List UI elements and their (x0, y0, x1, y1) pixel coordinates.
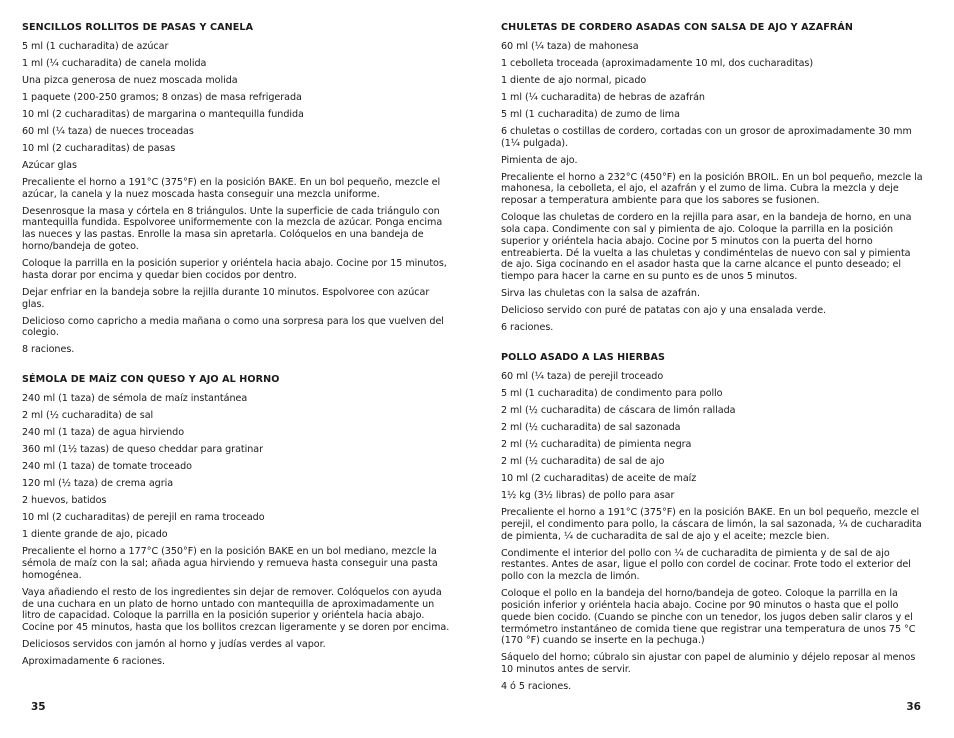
recipe-cinnamon-raisin-rolls (22, 0, 454, 356)
recipe-line: Aproximadamente 6 raciones. (22, 656, 166, 668)
recipe-line: Dejar enfriar en la bandeja sobre la rejilla durante 10 minutos. Espolvoree con azúcar glas. (22, 286, 430, 310)
recipe-line: 240 ml (1 taza) de sémola de maíz instantánea (22, 393, 248, 405)
recipe-line: Precaliente el horno a 191°C (375°F) en la posición BAKE. En un bol pequeño, mezcle el azúcar, la canela y la nuez moscada hasta conseguir una mezcla uniforme. (22, 176, 441, 200)
right-page (501, 0, 925, 738)
recipe-lamb-chops (501, 0, 925, 334)
recipe-title: SENCILLOS ROLLITOS DE PASAS Y CANELA (22, 22, 254, 33)
recipe-line: Azúcar glas (22, 159, 77, 171)
recipe-line: 2 ml (½ cucharadita) de sal (22, 410, 154, 422)
recipe-title: CHULETAS DE CORDERO ASADAS CON SALSA DE AJO Y AZAFRÁN (501, 22, 854, 33)
recipe-line: Desenrosque la masa y córtela en 8 triángulos. Unte la superficie de cada triángulo con mantequilla fundida. Espolvoree uniformemente con la mezcla de azúcar. Ponga encima las nueces y las pastas. Enrolle la masa sin apretarla. Colóquelos en una bandeja de horno/bandeja de goteo. (22, 205, 443, 253)
recipe-line: Precaliente el horno a 232°C (450°F) en la posición BROIL. En un bol pequeño, mezcle la mahonesa, la cebolleta, el ajo, el azafrán y el zumo de lima. Cubra la mezcla y deje reposar a temperatura ambiente para que los sabores se fusionen. (501, 171, 923, 207)
recipe-line: Precaliente el horno a 191°C (375°F) en la posición BAKE. En un bol pequeño, mezcle el perejil, el condimento para pollo, la cáscara de limón, la sal sazonada, ¼ de cucharadita de pimienta, ¼ de cucharadita de sal de ajo y el aceite; mezcle bien. (501, 507, 922, 542)
recipe-line: 240 ml (1 taza) de tomate troceado (22, 461, 192, 473)
recipe-line: Sirva las chuletas con la salsa de azafrán. (501, 288, 700, 300)
recipe-line: 60 ml (¼ taza) de mahonesa (501, 41, 639, 52)
recipe-line: Coloque las chuletas de cordero en la rejilla para asar, en la bandeja de horno, en una sola capa. Condimente con sal y pimienta de ajo. Coloque la parrilla en la posición superior y oriéntela hacia abajo. Cocine por 5 minutos con la puerta del horno entreabierta. Dé la vuelta a las chuletas y condiméntelas de nuevo con sal y pimienta de ajo. Siga cocinando en el asador hasta que la carne alcance el punto deseado; el tiempo para hacer la carne en su punto es de unos 5 minutos. (501, 212, 912, 283)
page-number: 35 (31, 701, 46, 713)
recipe-line: Condimente el interior del pollo con ¼ de cucharadita de pimienta y de sal de ajo restantes. Antes de asar, ligue el pollo con cordel de cocinar. Frote todo el exterior del pollo con la mezcla de limón. (501, 547, 911, 583)
page-number: 36 (906, 701, 921, 713)
recipe-line: 10 ml (2 cucharaditas) de margarina o mantequilla fundida (22, 108, 304, 120)
recipe-line: 2 ml (½ cucharadita) de sal sazonada (501, 422, 681, 434)
recipe-line: 2 ml (½ cucharadita) de pimienta negra (501, 439, 692, 451)
recipe-line: 8 raciones. (22, 344, 75, 356)
recipe-line: Coloque el pollo en la bandeja del horno/bandeja de goteo. Coloque la parrilla en la posición inferior y oriéntela hacia abajo. Cocine por 90 minutos o hasta que el pollo quede bien cocido. (Cuando se pinche con un tenedor, los jugos deben salir claros y el termómetro instantáneo de comida tiene que registrar una temperatura de unos 75 °C (170 °F) cuando se inserte en la pechuga.) (501, 588, 916, 647)
recipe-line: 120 ml (½ taza) de crema agria (22, 478, 174, 490)
recipe-line: Pimienta de ajo. (501, 154, 578, 166)
recipe-line: Delicioso como capricho a media mañana o como una sorpresa para los que vuelven del colegio. (22, 315, 444, 339)
recipe-line: 1 diente de ajo normal, picado (501, 74, 647, 86)
recipe-line: 1 cebolleta troceada (aproximadamente 10 ml, dos cucharaditas) (501, 57, 814, 69)
recipe-line: 1 diente grande de ajo, picado (22, 529, 168, 541)
recipe-line: 4 ó 5 raciones. (501, 681, 572, 693)
recipe-title: POLLO ASADO A LAS HIERBAS (501, 352, 666, 364)
recipe-line: 240 ml (1 taza) de agua hirviendo (22, 427, 185, 439)
recipe-line: 10 ml (2 cucharaditas) de aceite de maíz (501, 473, 697, 485)
recipe-herb-roast-chicken (501, 339, 925, 693)
recipe-line: 2 ml (½ cucharadita) de cáscara de limón rallada (501, 405, 736, 417)
recipe-line: 6 chuletas o costillas de cordero, cortadas con un grosor de aproximadamente 30 mm (1¼ pulgada). (501, 125, 912, 149)
recipe-line: 5 ml (1 cucharadita) de zumo de lima (501, 108, 680, 120)
recipe-line: Delicioso servido con puré de patatas con ajo y una ensalada verde. (501, 305, 827, 317)
recipe-line: 360 ml (1½ tazas) de queso cheddar para gratinar (22, 444, 263, 456)
recipe-line: Coloque la parrilla en la posición superior y oriéntela hacia abajo. Cocine por 15 minutos, hasta dorar por encima y quedar bien cocidos por dentro. (22, 258, 447, 281)
recipe-line: Una pizca generosa de nuez moscada molida (22, 74, 238, 86)
recipe-line: Precaliente el horno a 177°C (350°F) en la posición BAKE en un bol mediano, mezcle la sémola de maíz con la sal; añada agua hirviendo y remueva hasta conseguir una pasta homogénea. (22, 546, 438, 581)
recipe-line: Sáquelo del horno; cúbralo sin ajustar con papel de aluminio y déjelo reposar al menos 10 minutos antes de servir. (501, 652, 916, 676)
recipe-line: 60 ml (¼ taza) de perejil troceado (501, 371, 664, 383)
recipe-line: 1 ml (¼ cucharadita) de canela molida (22, 57, 207, 69)
recipe-line: 10 ml (2 cucharaditas) de perejil en rama troceado (22, 512, 265, 524)
recipe-line: Vaya añadiendo el resto de los ingredientes sin dejar de remover. Colóquelos con ayuda de una cuchara en un plato de horno untado con mantequilla de aproximadamente un litro de capacidad. Coloque la parrilla en la posición superior y oriéntela hacia abajo. Cocine por 45 minutos, hasta que los bollitos crezcan ligeramente y se doren por encima. (22, 586, 450, 634)
recipe-title: SÉMOLA DE MAÍZ CON QUESO Y AJO AL HORNO (22, 374, 280, 386)
recipe-line: Deliciosos servidos con jamón al horno y judías verdes al vapor. (22, 639, 326, 651)
recipe-line: 10 ml (2 cucharaditas) de pasas (22, 142, 176, 154)
recipe-line: 1½ kg (3½ libras) de pollo para asar (501, 490, 675, 502)
recipe-line: 2 huevos, batidos (22, 495, 107, 507)
recipe-line: 1 paquete (200-250 gramos; 8 onzas) de masa refrigerada (22, 91, 302, 103)
recipe-line: 60 ml (¼ taza) de nueces troceadas (22, 125, 194, 137)
recipe-line: 6 raciones. (501, 322, 554, 334)
recipe-line: 5 ml (1 cucharadita) de azúcar (22, 41, 169, 52)
recipe-line: 2 ml (½ cucharadita) de sal de ajo (501, 456, 665, 468)
recipe-line: 1 ml (¼ cucharadita) de hebras de azafrán (501, 91, 705, 103)
left-page (22, 0, 454, 738)
recipe-line: 5 ml (1 cucharadita) de condimento para pollo (501, 388, 723, 400)
recipe-cheese-garlic-grits (22, 361, 454, 668)
